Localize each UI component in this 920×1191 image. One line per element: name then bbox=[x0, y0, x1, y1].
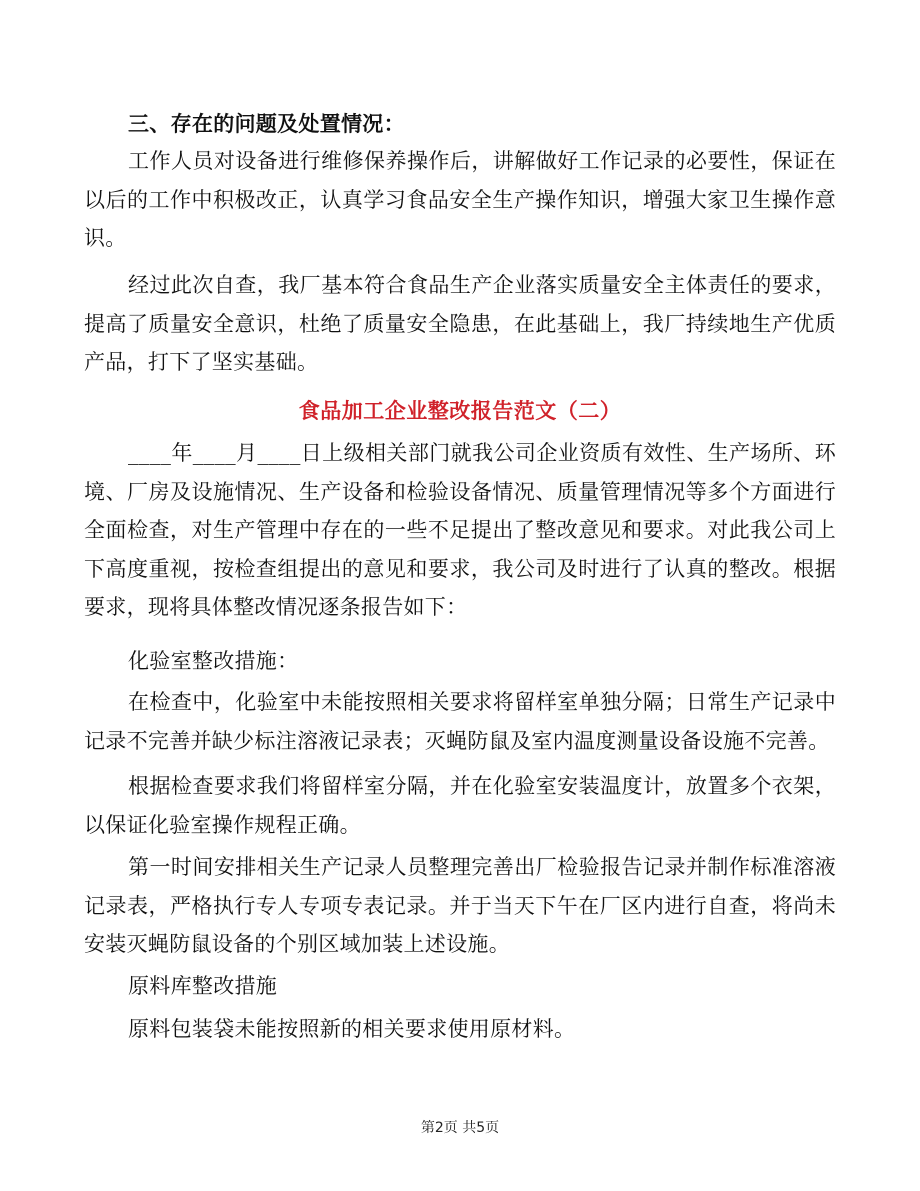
paragraph-self-inspection: 经过此次自查，我厂基本符合食品生产企业落实质量安全主体责任的要求，提高了质量安全意识，杜绝了质量安全隐患，在此基础上，我厂持续地生产优质产品，打下了坚实基础。 bbox=[84, 273, 836, 374]
paragraph-lab-issues: 在检查中，化验室中未能按照相关要求将留样室单独分隔；日常生产记录中记录不完善并缺少标注溶液记录表；灭蝇防鼠及室内温度测量设备设施不完善。 bbox=[84, 690, 836, 753]
paragraph-raw-material-issue: 原料包装袋未能按照新的相关要求使用原材料。 bbox=[128, 1017, 576, 1041]
paragraph-maintenance: 工作人员对设备进行维修保养操作后，讲解做好工作记录的必要性，保证在以后的工作中积极改正，认真学习食品安全生产操作知识，增强大家卫生操作意识。 bbox=[84, 149, 836, 250]
paragraph-intro: ____年____月____日上级相关部门就我公司企业资质有效性、生产场所、环境、厂房及设施情况、生产设备和检验设备情况、质量管理情况等多个方面进行全面检查，对生产管理中存在的一些不足提出了整改意见和要求。对此我公司上下高度重视，按检查组提出的意见和要求，我公司及时进行了认真的整改。根据要求，现将具体整改情况逐条报告如下： bbox=[84, 441, 836, 619]
article-title: 食品加工企业整改报告范文（二） bbox=[298, 398, 622, 423]
paragraph-records-fix: 第一时间安排相关生产记录人员整理完善出厂检验报告记录并制作标准溶液记录表，严格执行专人专项专表记录。并于当天下午在厂区内进行自查，将尚未安装灭蝇防鼠设备的个别区域加装上述设施。 bbox=[84, 855, 836, 956]
paragraph-lab-fix: 根据检查要求我们将留样室分隔，并在化验室安装温度计，放置多个衣架，以保证化验室操作规程正确。 bbox=[84, 774, 836, 837]
section-heading-problems: 三、存在的问题及处置情况： bbox=[128, 111, 405, 136]
subheading-lab-measures: 化验室整改措施： bbox=[128, 649, 299, 673]
subheading-raw-material-measures: 原料库整改措施 bbox=[128, 974, 278, 998]
document-page bbox=[84, 0, 836, 1191]
page-number: 第2页 共5页 bbox=[420, 1120, 500, 1136]
